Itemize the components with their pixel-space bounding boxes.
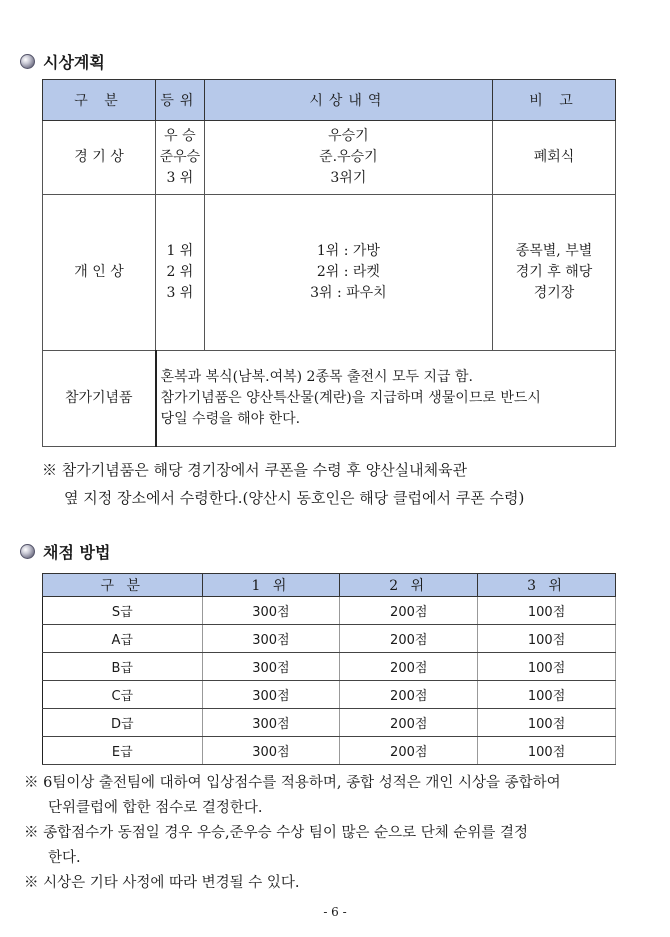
remarks-cell: 폐회식 (493, 121, 616, 195)
category-cell: 경 기 상 (43, 121, 156, 195)
awards-table (42, 79, 616, 447)
bullet-icon (20, 54, 35, 69)
remarks-cell: 종목별, 부별 경기 후 해당 경기장 (493, 195, 616, 351)
section-heading-scoring (20, 540, 110, 563)
table-row (43, 121, 616, 195)
header-remarks: 비 고 (493, 80, 616, 121)
section-title: 채점 방법 (43, 543, 111, 562)
section-title: 시상계획 (43, 53, 105, 72)
category-cell: 개 인 상 (43, 195, 156, 351)
table-row: D급 300점 200점 100점 (43, 709, 616, 737)
header-grade: 구 분 (43, 574, 203, 597)
page-number: - 6 - (323, 905, 347, 919)
rank-cell: 우 승 준우승 3 위 (156, 121, 205, 195)
section-heading-awards (20, 50, 105, 73)
table-row (43, 195, 616, 351)
prize-cell: 1위 : 가방 2위 : 라켓 3위 : 파우치 (204, 195, 492, 351)
prize-cell: 우승기 준.우승기 3위기 (204, 121, 492, 195)
header-rank: 등위 (156, 80, 205, 121)
header-second: 2 위 (340, 574, 478, 597)
souvenir-note: ※ 참가기념품은 해당 경기장에서 쿠폰을 수령 후 양산실내체육관 옆 지정 장소에서 수령한다.(양산시 동호인은 해당 클럽에서 쿠폰 수령) (42, 461, 525, 507)
category-cell: 참가기념품 (43, 351, 156, 447)
table-row: S급 300점 200점 100점 (43, 597, 616, 625)
header-prize: 시상내역 (204, 80, 492, 121)
table-row: C급 300점 200점 100점 (43, 681, 616, 709)
bullet-icon (20, 544, 35, 559)
table-row: B급 300점 200점 100점 (43, 653, 616, 681)
table-header-row (43, 574, 616, 597)
header-first: 1 위 (202, 574, 340, 597)
table-row: E급 300점 200점 100점 (43, 737, 616, 765)
table-row: A급 300점 200점 100점 (43, 625, 616, 653)
header-third: 3 위 (478, 574, 616, 597)
souvenir-description-cell: 혼복과 복식(남복.여복) 2종목 출전시 모두 지급 함. 참가기념품은 양산특산물(계란)을 지급하며 생물이므로 반드시 당일 수령을 해야 한다. (156, 351, 616, 447)
rank-cell: 1 위 2 위 3 위 (156, 195, 205, 351)
scoring-notes: ※ 6팀이상 출전팀에 대하여 입상점수를 적용하며, 종합 성적은 개인 시상을 종합하여 단위클럽에 합한 점수로 결정한다. ※ 종합점수가 동점일 경우 우승,준우승 수상 팀이 많은 순으로 단체 순위를 결정 한다. ※ 시상은 기타 사정에 따라 변경될 수 있다. (24, 775, 561, 891)
header-category: 구 분 (43, 80, 156, 121)
scoring-table (42, 573, 616, 765)
table-row (43, 351, 616, 447)
table-header-row (43, 80, 616, 121)
